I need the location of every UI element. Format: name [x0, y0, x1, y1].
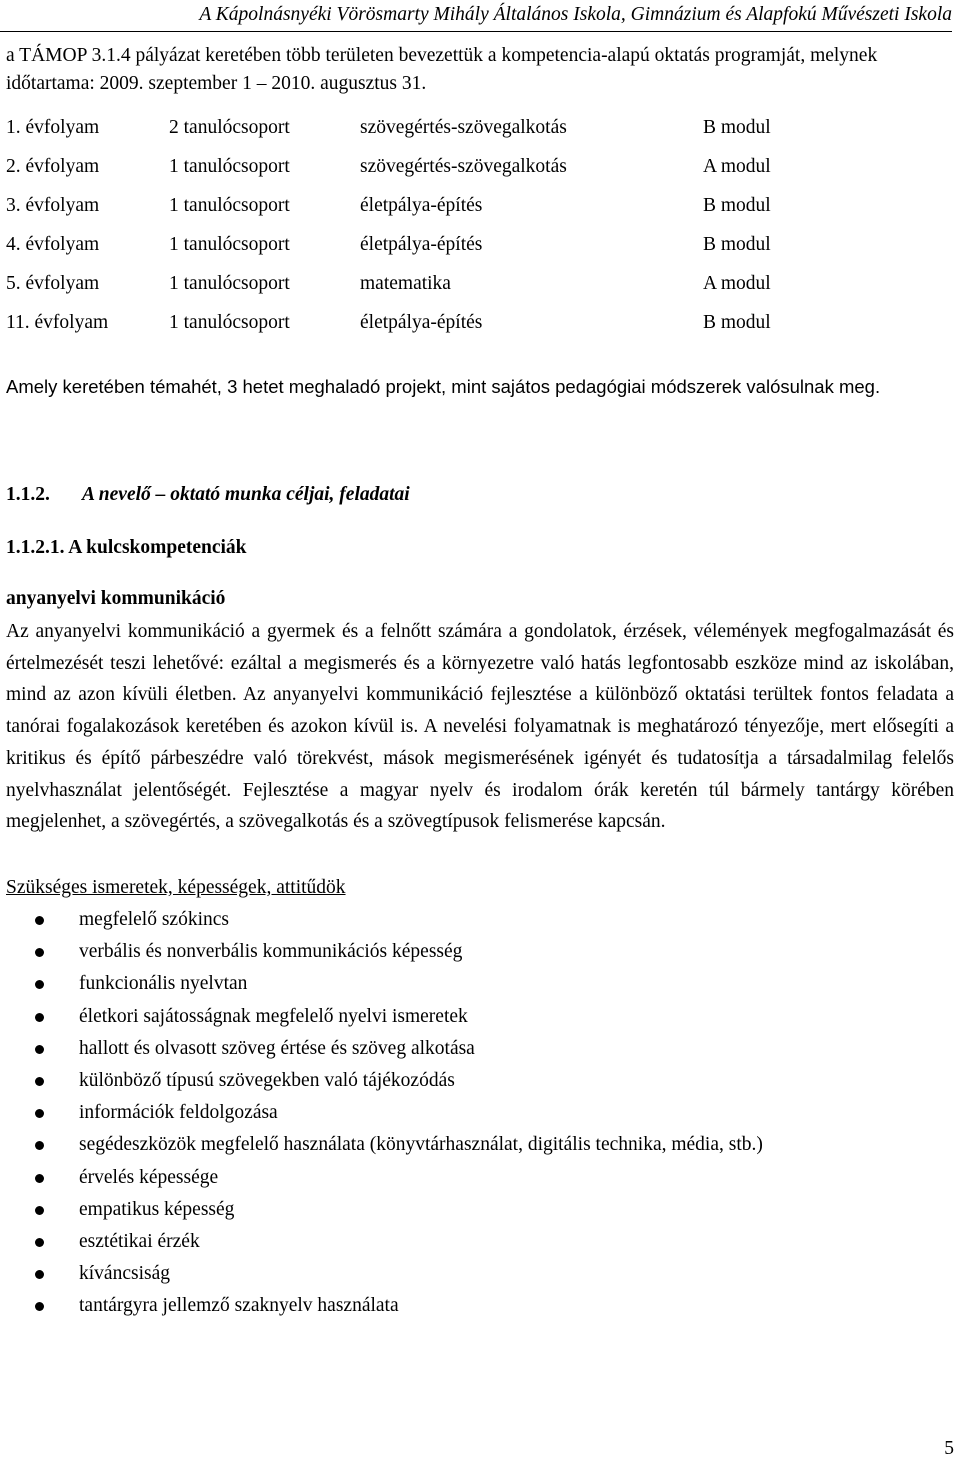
area-cell: életpálya-építés	[360, 234, 483, 255]
page-header: A Kápolnásnyéki Vörösmarty Mihály Általános Iskola, Gimnázium és Alapfokú Művészeti Iskola	[0, 2, 952, 32]
bullet-icon	[35, 1206, 44, 1215]
area-cell: szövegértés-szövegalkotás	[360, 117, 567, 138]
module-cell: B modul	[703, 312, 771, 333]
list-item-label: információk feldolgozása	[79, 1102, 278, 1124]
list-item-label: életkori sajátosságnak megfelelő nyelvi ismeretek	[79, 1005, 468, 1027]
list-item	[0, 1258, 763, 1290]
section-heading-1-1-2	[6, 482, 410, 508]
intro-paragraph: a TÁMOP 3.1.4 pályázat keretében több területen bevezettük a kompetencia-alapú oktatás programját, melynek időtartama: 2009. szeptember 1 – 2010. augusztus 31.	[6, 45, 878, 94]
list-item	[0, 1033, 763, 1065]
bullet-icon	[35, 948, 44, 957]
projects-paragraph: Amely keretében témahét, 3 hetet meghaladó projekt, mint sajátos pedagógiai módszerek valósulnak meg.	[6, 376, 881, 397]
list-item-label: segédeszközök megfelelő használata (könyvtárhasználat, digitális technika, média, stb.)	[79, 1134, 763, 1156]
list-item-label: kíváncsiság	[79, 1263, 170, 1285]
grade-cell: 1. évfolyam	[6, 117, 100, 138]
bullet-icon	[35, 1270, 44, 1279]
list-item-label: funkcionális nyelvtan	[79, 973, 248, 995]
module-cell: B modul	[703, 195, 771, 216]
list-item	[0, 1129, 763, 1161]
body-paragraph: Az anyanyelvi kommunikáció a gyermek és a felnőtt számára a gondolatok, érzések, vélemények megfogalmazását és értelmezését teszi lehetővé: ezáltal a megismerés és a környezetre való hatás legfontosabb eszköze mind az iskolában, mind az azon kívüli életben. Az anyanyelvi kommunikáció fejlesztése a különböző oktatási terültek fontos feladata a tanórai fogalakozások keretében és azokon kívül is. A nevelési folyamatnak is meghatározó tényezője, mert elősegíti a kritikus és építő párbeszédre való törekvést, mások megismerésének igényét és tudatosítja a társadalmilag felelős nyelvhasználat jelentőségét. Fejlesztése a magyar nyelv és irodalom órák keretén túl bármely tantárgy körében megjelenhet, a szövegértés, a szövegalkotás és a szövegtípusok felismerése kapcsán.	[6, 621, 954, 833]
skills-list	[0, 904, 763, 1322]
module-cell: B modul	[703, 234, 771, 255]
bullet-icon	[35, 1109, 44, 1118]
groups-cell: 2 tanulócsoport	[169, 117, 290, 138]
grade-cell: 11. évfolyam	[6, 312, 109, 333]
list-item	[0, 1001, 763, 1033]
list-item	[0, 968, 763, 1000]
area-cell: életpálya-építés	[360, 195, 483, 216]
bullet-icon	[35, 1302, 44, 1311]
groups-cell: 1 tanulócsoport	[169, 156, 290, 177]
subheading: anyanyelvi kommunikáció	[6, 588, 226, 609]
grade-cell: 5. évfolyam	[6, 273, 100, 294]
groups-cell: 1 tanulócsoport	[169, 195, 290, 216]
skills-heading: Szükséges ismeretek, képességek, attitűdök	[6, 877, 346, 898]
area-cell: életpálya-építés	[360, 312, 483, 333]
bullet-icon	[35, 1045, 44, 1054]
page-number: 5	[944, 1438, 954, 1459]
list-item-label: empatikus képesség	[79, 1198, 235, 1220]
bullet-icon	[35, 1013, 44, 1022]
groups-cell: 1 tanulócsoport	[169, 234, 290, 255]
module-cell: A modul	[703, 273, 771, 294]
list-item-label: verbális és nonverbális kommunikációs képesség	[79, 941, 463, 963]
list-item	[0, 1290, 763, 1322]
section-number: 1.1.2.	[6, 484, 50, 505]
area-cell: matematika	[360, 273, 451, 294]
grade-cell: 2. évfolyam	[6, 156, 100, 177]
bullet-icon	[35, 1238, 44, 1247]
list-item	[0, 1097, 763, 1129]
list-item	[0, 904, 763, 936]
bullet-icon	[35, 1141, 44, 1150]
list-item	[0, 1065, 763, 1097]
bullet-icon	[35, 916, 44, 925]
list-item	[0, 936, 763, 968]
grade-cell: 3. évfolyam	[6, 195, 100, 216]
list-item-label: érvelés képessége	[79, 1166, 219, 1188]
bullet-icon	[35, 1174, 44, 1183]
bullet-icon	[35, 980, 44, 989]
list-item-label: tantárgyra jellemző szaknyelv használata	[79, 1295, 399, 1317]
list-item-label: különböző típusú szövegekben való tájékozódás	[79, 1069, 455, 1091]
list-item-label: megfelelő szókincs	[79, 909, 229, 930]
list-item	[0, 1226, 763, 1258]
list-item-label: hallott és olvasott szöveg értése és szöveg alkotása	[79, 1037, 475, 1059]
grade-cell: 4. évfolyam	[6, 234, 100, 255]
bullet-icon	[35, 1077, 44, 1086]
groups-cell: 1 tanulócsoport	[169, 273, 290, 294]
module-cell: B modul	[703, 117, 771, 138]
list-item	[0, 1162, 763, 1194]
section-title: A nevelő – oktató munka céljai, feladatai	[82, 484, 410, 505]
list-item	[0, 1194, 763, 1226]
area-cell: szövegértés-szövegalkotás	[360, 156, 567, 177]
groups-cell: 1 tanulócsoport	[169, 312, 290, 333]
module-cell: A modul	[703, 156, 771, 177]
section-heading-1-1-2-1: 1.1.2.1. A kulcskompetenciák	[6, 537, 247, 558]
list-item-label: esztétikai érzék	[79, 1230, 200, 1252]
